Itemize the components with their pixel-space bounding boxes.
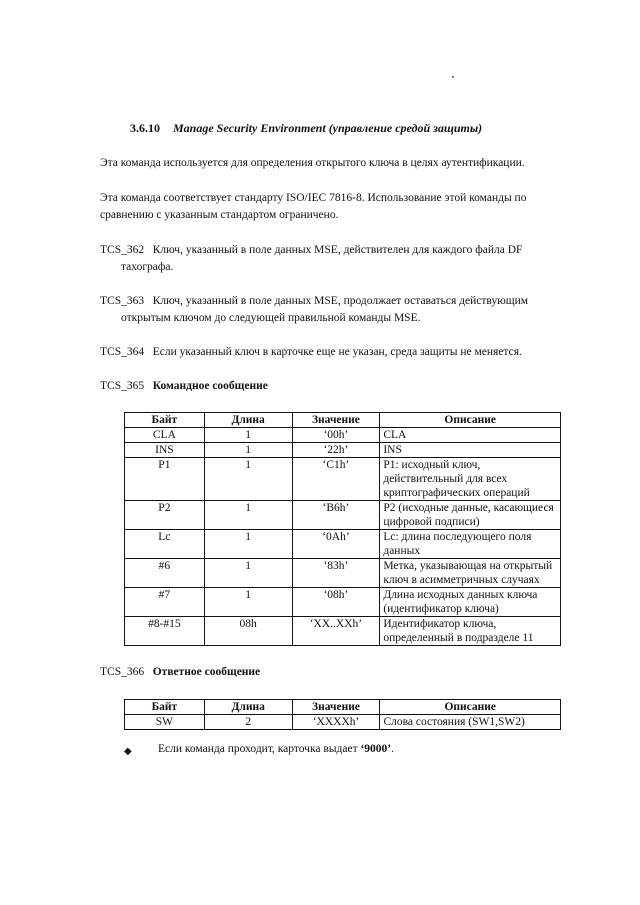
- requirement-364: [100, 344, 522, 361]
- requirement-text: Ключ, указанный в поле данных MSE, действителен для каждого файла DF: [152, 244, 523, 256]
- description-line: P1: исходный ключ,: [383, 459, 481, 471]
- table-header-row: [125, 700, 561, 715]
- paragraph: Эта команда соответствует стандарту ISO/IEC 7816-8. Использование этой команды по: [100, 192, 527, 204]
- diamond-bullet-icon: ◆: [124, 746, 132, 757]
- table-row: [125, 559, 561, 588]
- cell-length: 1: [204, 559, 292, 588]
- header-byte: Байт: [125, 700, 205, 715]
- cell-byte: CLA: [125, 428, 205, 443]
- cell-value: ‘C1h’: [292, 458, 380, 501]
- cell-byte: P1: [125, 458, 205, 501]
- cell-value: ‘83h’: [292, 559, 380, 588]
- cell-length: 2: [204, 715, 292, 730]
- description-line: Lc: длина последующего поля: [383, 531, 532, 543]
- cell-byte: #7: [125, 588, 205, 617]
- requirement-text-cont: открытым ключом до следующей правильной команды MSE.: [121, 312, 421, 324]
- header-byte: Байт: [125, 413, 205, 428]
- cell-byte: #8-#15: [125, 617, 205, 646]
- description-line: Длина исходных данных ключа: [383, 589, 538, 601]
- header-length: Длина: [204, 413, 292, 428]
- requirement-id: TCS_364: [100, 346, 145, 358]
- paragraph: Эта команда используется для определения открытого ключа в целях аутентификации.: [100, 157, 525, 169]
- table-row: [125, 443, 561, 458]
- command-table: [124, 412, 561, 646]
- section-heading: [130, 121, 482, 136]
- header-value: Значение: [292, 700, 380, 715]
- description-line: цифровой подписи): [383, 516, 480, 528]
- requirement-id: TCS_362: [100, 244, 145, 256]
- requirement-362: [100, 242, 522, 276]
- section-title-en: Manage Security Environment: [173, 121, 326, 135]
- description-line: (идентификатор ключа): [383, 603, 499, 615]
- description-line: действительный для всех: [383, 473, 508, 485]
- requirement-text: Ключ, указанный в поле данных MSE, продолжает оставаться действующим: [152, 295, 529, 307]
- cell-byte: #6: [125, 559, 205, 588]
- cell-description: [380, 559, 561, 588]
- cell-description: [380, 588, 561, 617]
- requirement-text-cont: тахографа.: [121, 261, 174, 273]
- table-header-row: [125, 413, 561, 428]
- cell-length: 1: [204, 501, 292, 530]
- cell-length: 1: [204, 458, 292, 501]
- cell-length: 1: [204, 588, 292, 617]
- description-line: Идентификатор ключа,: [383, 618, 497, 630]
- requirement-id: TCS_366: [100, 666, 145, 678]
- paragraph: сравнению с указанным стандартом ограничено.: [100, 209, 339, 221]
- response-table: [124, 699, 561, 730]
- header-length: Длина: [204, 700, 292, 715]
- cell-byte: P2: [125, 501, 205, 530]
- table-row: [125, 617, 561, 646]
- requirement-id: TCS_365: [100, 380, 145, 392]
- description-line: данных: [383, 545, 421, 557]
- cell-value: ‘00h’: [292, 428, 380, 443]
- cell-value: ‘XX..XXh’: [292, 617, 380, 646]
- cell-byte: SW: [125, 715, 205, 730]
- header-description: Описание: [380, 413, 561, 428]
- table-row: [125, 530, 561, 559]
- cell-description: CLA: [380, 428, 561, 443]
- requirement-text: Если указанный ключ в карточке еще не указан, среда защиты не меняется.: [152, 346, 522, 358]
- table-row: [125, 715, 561, 730]
- cell-description: [380, 530, 561, 559]
- cell-description: INS: [380, 443, 561, 458]
- bullet-text-main: Если команда проходит, карточка выдает: [158, 743, 361, 755]
- cell-value: ‘0Ah’: [292, 530, 380, 559]
- cell-value: ‘22h’: [292, 443, 380, 458]
- cell-value: ‘B6h’: [292, 501, 380, 530]
- description-line: Метка, указывающая на открытый: [383, 560, 553, 572]
- section-number: 3.6.10: [130, 121, 160, 135]
- status-code: ‘9000’: [360, 743, 392, 755]
- response-heading: [100, 664, 260, 681]
- cell-length: 1: [204, 530, 292, 559]
- table-row: [125, 588, 561, 617]
- requirement-363: [100, 293, 528, 327]
- header-value: Значение: [292, 413, 380, 428]
- bullet-text: [158, 743, 394, 755]
- table-row: [125, 501, 561, 530]
- table-row: [125, 458, 561, 501]
- cell-byte: Lc: [125, 530, 205, 559]
- cell-value: ‘08h’: [292, 588, 380, 617]
- description-line: ключ в асимметричных случаях: [383, 574, 540, 586]
- cell-description: [380, 458, 561, 501]
- cell-description: Слова состояния (SW1,SW2): [380, 715, 561, 730]
- section-title-ru: (управление средой защиты): [328, 121, 483, 135]
- scan-speck: [452, 76, 454, 78]
- cell-length: 1: [204, 428, 292, 443]
- header-description: Описание: [380, 700, 561, 715]
- cell-byte: INS: [125, 443, 205, 458]
- command-heading-title: Командное сообщение: [152, 380, 268, 392]
- requirement-id: TCS_363: [100, 295, 145, 307]
- cell-description: [380, 617, 561, 646]
- cell-length: 1: [204, 443, 292, 458]
- cell-length: 08h: [204, 617, 292, 646]
- table-row: [125, 428, 561, 443]
- description-line: криптографических операций: [383, 487, 530, 499]
- description-line: определенный в подразделе 11: [383, 632, 534, 644]
- cell-description: [380, 501, 561, 530]
- command-heading: [100, 378, 268, 395]
- description-line: P2 (исходные данные, касающиеся: [383, 502, 554, 514]
- response-heading-title: Ответное сообщение: [152, 666, 261, 678]
- cell-value: ‘XXXXh’: [292, 715, 380, 730]
- bullet-text-end: .: [391, 743, 395, 755]
